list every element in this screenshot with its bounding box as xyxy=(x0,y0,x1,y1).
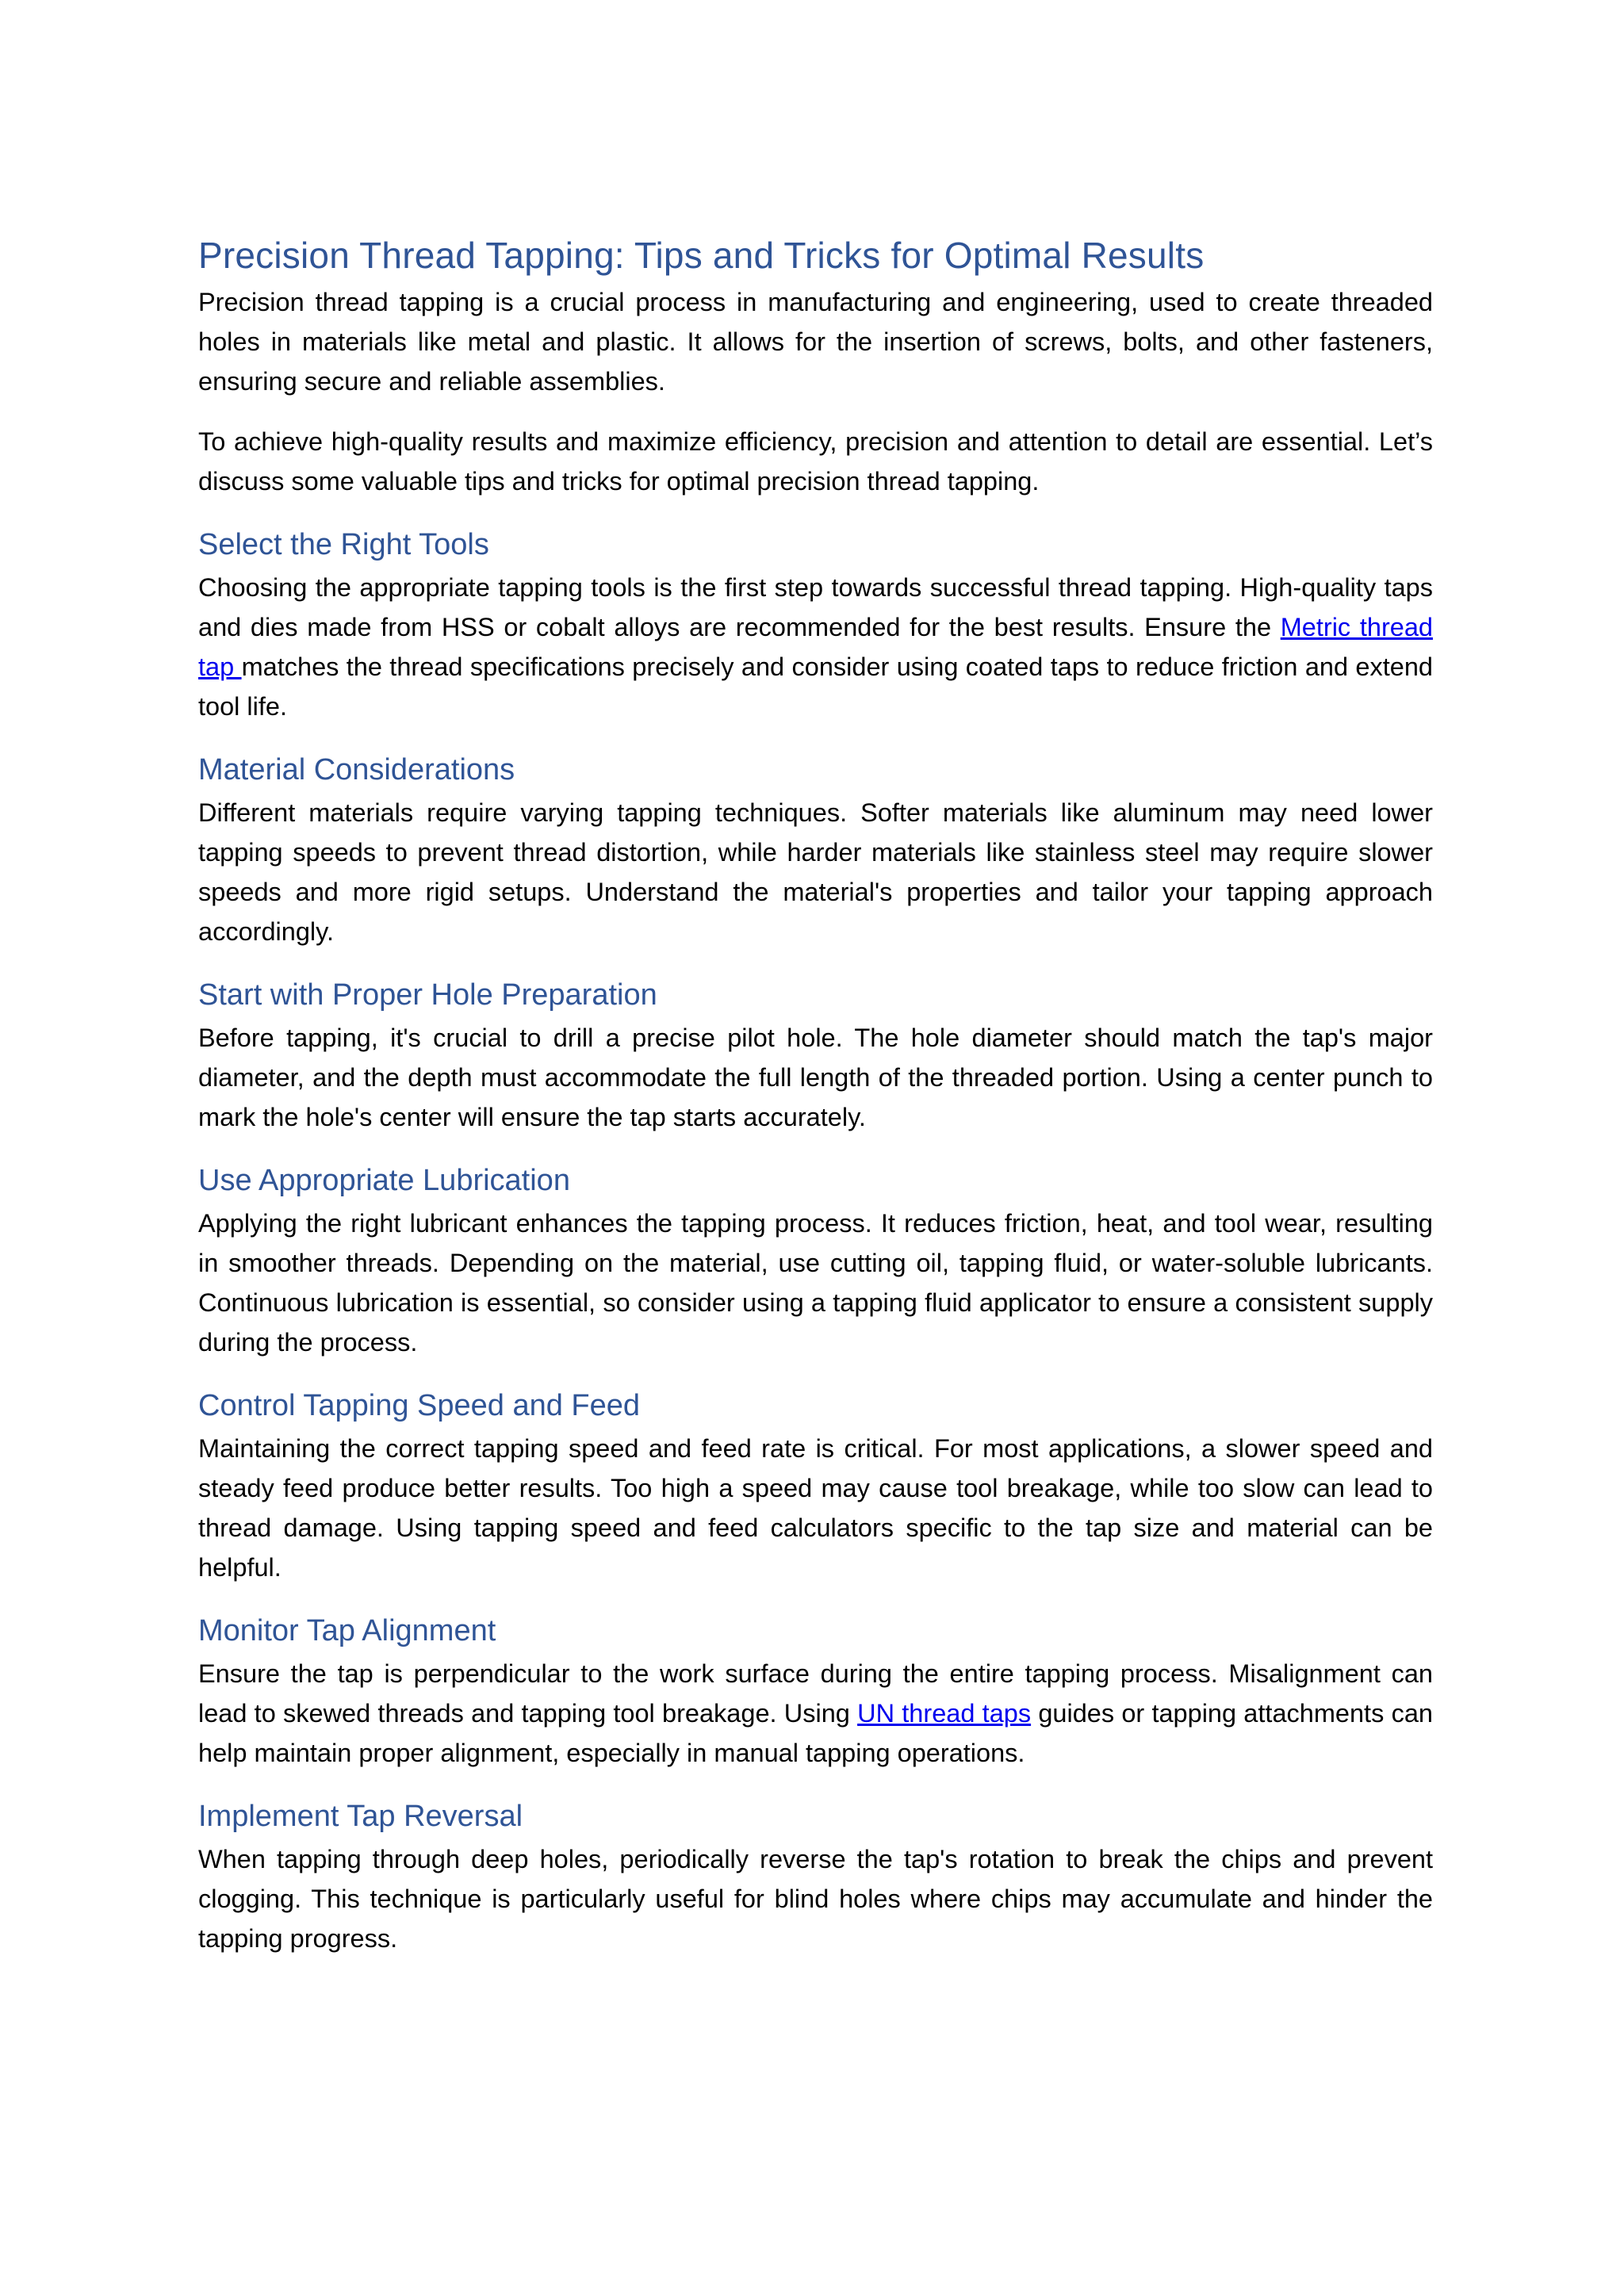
paragraph-text: Choosing the appropriate tapping tools is the first step towards successful thread tapping. High-quality taps and dies made from HSS or cobalt alloys are recommended for the best results. Ensure the xyxy=(198,573,1433,641)
section-paragraph xyxy=(198,568,1433,726)
document-page xyxy=(198,228,1433,1958)
document-title: Precision Thread Tapping: Tips and Tricks for Optimal Results xyxy=(198,235,1205,276)
section-lubrication xyxy=(198,1161,1433,1362)
intro-paragraph-2: To achieve high-quality results and maximize efficiency, precision and attention to detail are essential. Let’s discuss some valuable tips and tricks for optimal precision thread tapping. xyxy=(198,427,1433,496)
paragraph-text: guides or tapping attachments can help maintain proper alignment, especially in manual tapping operations. xyxy=(198,1699,1433,1767)
section-paragraph: When tapping through deep holes, periodically reverse the tap's rotation to break the chips and prevent clogging. This technique is particularly useful for blind holes where chips may accumulate and hinder the tapping progress. xyxy=(198,1845,1433,1953)
section-paragraph: Different materials require varying tapping techniques. Softer materials like aluminum may need lower tapping speeds to prevent thread distortion, while harder materials like stainless steel may require slower speeds and more rigid setups. Understand the material's properties and tailor your tapping approach accordingly. xyxy=(198,798,1433,946)
section-paragraph: Maintaining the correct tapping speed and feed rate is critical. For most applications, a slower speed and steady feed produce better results. Too high a speed may cause tool breakage, while too slow can lead to thread damage. Using tapping speed and feed calculators specific to the tap size and material can be helpful. xyxy=(198,1434,1433,1582)
section-speed-feed xyxy=(198,1386,1433,1587)
section-select-tools xyxy=(198,525,1433,726)
section-paragraph: Applying the right lubricant enhances the tapping process. It reduces friction, heat, and tool wear, resulting in smoother threads. Depending on the material, use cutting oil, tapping fluid, or water-soluble lubricants. Continuous lubrication is essential, so consider using a tapping fluid applicator to ensure a consistent supply during the process. xyxy=(198,1209,1433,1357)
section-hole-preparation xyxy=(198,975,1433,1137)
metric-thread-tap-link[interactable]: Metric thread tap xyxy=(198,613,1434,681)
section-heading: Select the Right Tools xyxy=(198,528,489,561)
section-tap-reversal xyxy=(198,1797,1433,1958)
paragraph-text: matches the thread specifications precisely and consider using coated taps to reduce friction and extend tool life. xyxy=(198,652,1433,721)
section-heading: Use Appropriate Lubrication xyxy=(198,1164,570,1197)
section-heading: Material Considerations xyxy=(198,753,515,786)
paragraph-text: Ensure the tap is perpendicular to the work surface during the entire tapping process. Misalignment can lead to skewed threads and tapping tool breakage. Using xyxy=(198,1659,1433,1728)
section-paragraph xyxy=(198,1654,1433,1773)
section-tap-alignment xyxy=(198,1611,1433,1773)
un-thread-taps-link[interactable]: UN thread taps xyxy=(857,1699,1032,1728)
section-material-considerations xyxy=(198,750,1433,951)
section-heading: Start with Proper Hole Preparation xyxy=(198,978,657,1012)
section-heading: Monitor Tap Alignment xyxy=(198,1614,496,1647)
section-heading: Implement Tap Reversal xyxy=(198,1800,523,1833)
intro-paragraph-1: Precision thread tapping is a crucial process in manufacturing and engineering, used to create threaded holes in materials like metal and plastic. It allows for the insertion of screws, bolts, and other fasteners, ensuring secure and reliable assemblies. xyxy=(198,288,1433,396)
section-heading: Control Tapping Speed and Feed xyxy=(198,1389,641,1422)
section-paragraph: Before tapping, it's crucial to drill a precise pilot hole. The hole diameter should match the tap's major diameter, and the depth must accommodate the full length of the threaded portion. Using a center punch to mark the hole's center will ensure the tap starts accurately. xyxy=(198,1024,1433,1131)
